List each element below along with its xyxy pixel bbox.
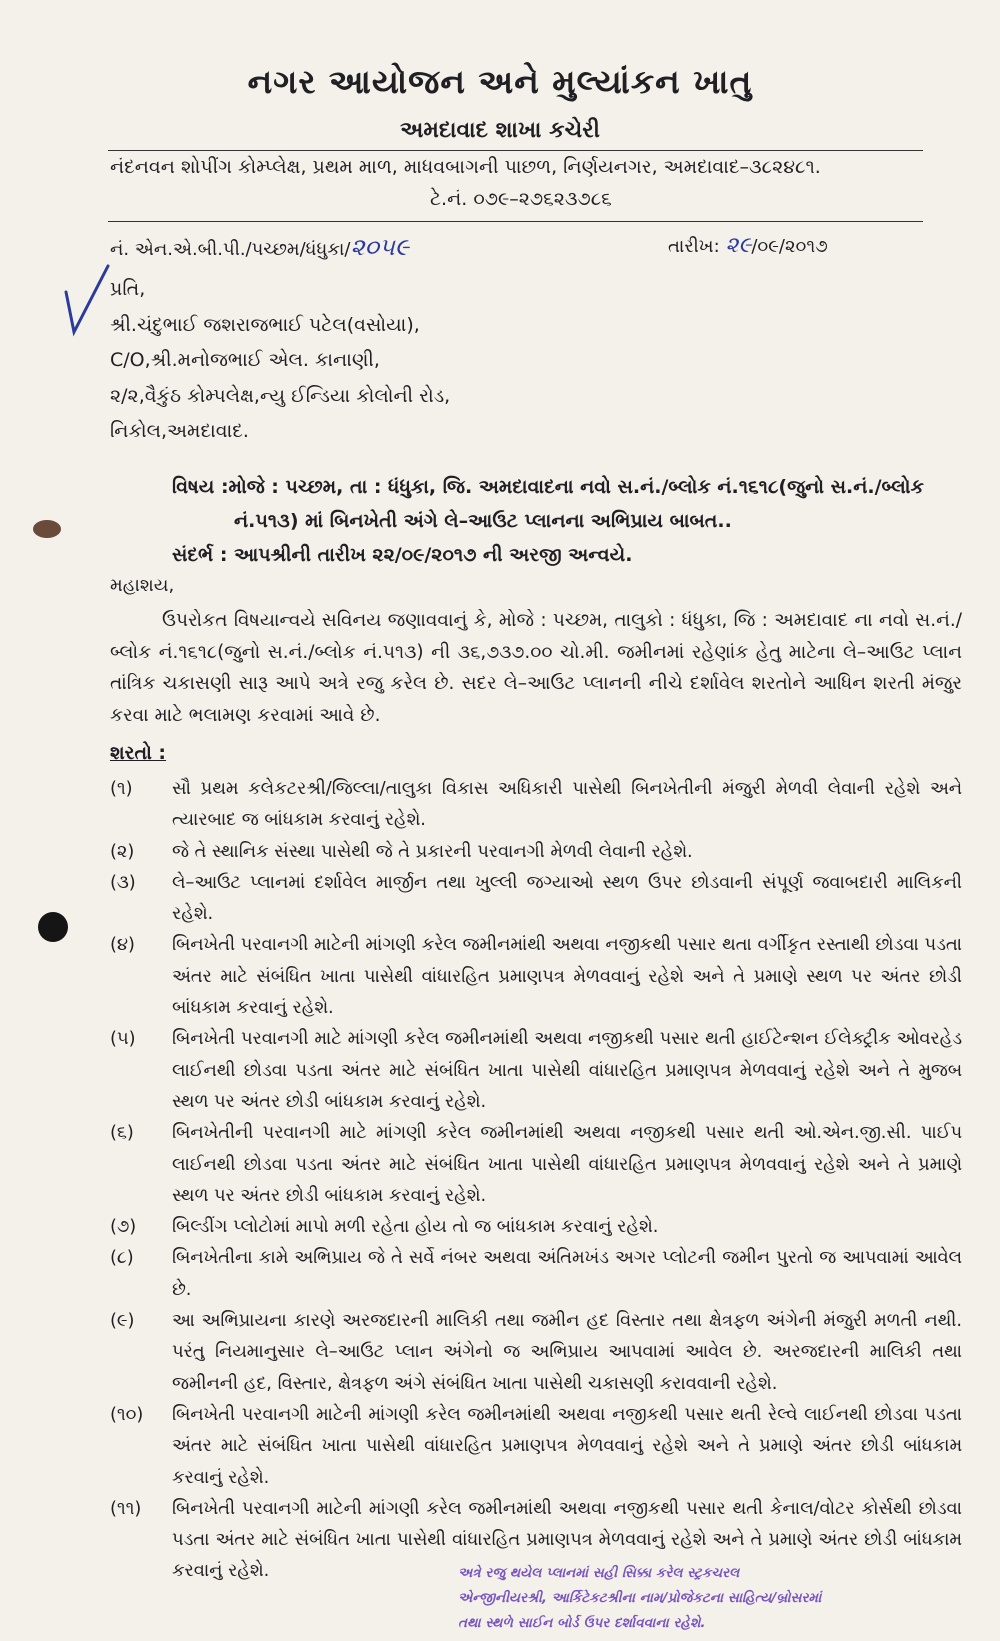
condition-number: (૭) — [110, 1216, 137, 1238]
condition-number: (૫) — [110, 1028, 136, 1050]
condition-item — [110, 1399, 962, 1493]
stamp-note — [458, 1561, 898, 1636]
reference-text: આપશ્રીની તારીખ ૨૨/૦૯/૨૦૧૭ ની અરજી અન્વયે. — [234, 544, 633, 566]
reference-number-handwritten: ૨૦૫૯ — [350, 233, 409, 261]
body-paragraph — [110, 605, 962, 731]
recipient-line: ૨/૨,વૈકુંઠ કોમ્પલેક્ષ,ન્યુ ઈન્ડિયા કોલોની રોડ, — [110, 384, 451, 407]
reference-label: સંદર્ભ : — [172, 544, 228, 566]
condition-text: લે–આઉટ પ્લાનમાં દર્શાવેલ માર્જીન તથા ખુલ્લી જગ્યાઓ સ્થળ ઉપર છોડવાની સંપૂર્ણ જવાબદારી માલિકની રહેશે. — [172, 871, 962, 925]
recipient-line: શ્રી.ચંદુભાઈ જશરાજભાઈ પટેલ(વસોયા), — [110, 313, 420, 336]
subject-line-1: :મોજે : પચ્છમ, તા : ધંધુકા, જિ. અમદાવાદના નવો સ.નં./બ્લોક નં.૧૬૧૮(જુનો સ.નં./બ્લોક — [220, 476, 924, 498]
date-day-handwritten: ૨૯ — [725, 233, 752, 258]
date-label: તારીખ: — [668, 236, 720, 257]
condition-text: બિનખેતીની પરવાનગી માટે માંગણી કરેલ જમીનમાંથી અથવા નજીકથી પસાર થતી ઓ.એન.જી.સી. પાઈપ લાઈનથી છોડવા પડતા અંતર માટે સંબંધિત ખાતા પાસેથી વાંધારહિત પ્રમાણપત્ર મેળવવાનું રહેશે અને તે પ્રમાણે સ્થળ પર અંતર છોડી બાંધકામ કરવાનું રહેશે. — [172, 1122, 962, 1206]
subject-block — [172, 470, 962, 572]
body-paragraph-text: ઉપરોકત વિષયાન્વયે સવિનય જણાવવાનું કે, મોજે : પચ્છમ, તાલુકો : ધંધુકા, જિ : અમદાવાદ ના નવો સ.નં./બ્લોક નં.૧૬૧૮(જુનો સ.નં./બ્લોક નં.૫૧૩) ની ૩૬,૭૩૭.૦૦ ચો.મી. જમીનમાં રહેણાંક હેતુ માટેના લે–આઉટ પ્લાન તાંત્રિક ચકાસણી સારૂ આપે અત્રે રજુ કરેલ છે. સદર લે–આઉટ પ્લાનની નીચે દર્શાવેલ શરતોને આધિન શરતી મંજુર કરવા માટે ભલામણ કરવામાં આવે છે. — [110, 610, 962, 726]
condition-number: (૬) — [110, 1122, 134, 1144]
condition-item — [110, 1211, 962, 1242]
condition-text: બિનખેતી પરવાનગી માટે માંગણી કરેલ જમીનમાંથી અથવા નજીકથી પસાર થતી હાઈટેન્શન ઈલેક્ટ્રીક ઓવરહેડ લાઈનથી છોડવા પડતા અંતર માટે સંબંધિત ખાતા પાસેથી વાંધારહિત પ્રમાણપત્ર મેળવવાનું રહેશે અને તે મુજબ સ્થળ પર અંતર છોડી બાંધકામ કરવાનું રહેશે. — [172, 1028, 962, 1112]
stamp-note-line: એન્જીનીયરશ્રી, આર્કિટેકટશ્રીના નામ/પ્રોજેકટના સાહિત્ય/બ્રોસરમાં — [458, 1590, 822, 1606]
condition-text: બિનખેતી પરવાનગી માટેની માંગણી કરેલ જમીનમાંથી અથવા નજીકથી પસાર થતા વર્ગીકૃત રસ્તાથી છોડવા પડતા અંતર માટે સંબંધિત ખાતા પાસેથી વાંધારહિત પ્રમાણપત્ર મેળવવાનું રહેશે અને તે પ્રમાણે સ્થળ પર અંતર છોડી બાંધકામ કરવાનું રહેશે. — [172, 934, 962, 1019]
condition-item — [110, 1117, 962, 1211]
office-phone: ટે.નં. ૦૭૯–૨૭૬૨૩૭૮૬ — [430, 188, 612, 210]
header-divider-top — [108, 150, 923, 151]
condition-number: (૧૧) — [110, 1497, 142, 1519]
condition-item — [110, 867, 962, 930]
condition-text: બિનખેતી પરવાનગી માટેની માંગણી કરેલ જમીનમાંથી અથવા નજીકથી પસાર થતી રેલ્વે લાઈનથી છોડવા પડતા અંતર માટે સંબંધિત ખાતા પાસેથી વાંધારહિત પ્રમાણપત્ર મેળવવાનું રહેશે અને તે પ્રમાણે અંતર છોડી બાંધકામ કરવાનું રહેશે. — [172, 1403, 962, 1488]
recipient-address — [110, 272, 450, 450]
letter-date — [668, 233, 828, 258]
condition-text: આ અભિપ્રાયના કારણે અરજદારની માલિકી તથા જમીન હદ વિસ્તાર તથા ક્ષેત્રફળ અંગેની મંજુરી મળતી નથી. પરંતુ નિયમાનુસાર લે–આઉટ પ્લાન અંગેનો જ અભિપ્રાય આપવામાં આવેલ છે. અરજદારની માલિકી તથા જમીનની હદ, વિસ્તાર, ક્ષેત્રફળ અંગે સંબંધિત ખાતા પાસેથી ચકાસણી કરાવવાની રહેશે. — [172, 1310, 962, 1394]
condition-item — [110, 1305, 962, 1399]
condition-text: જે તે સ્થાનિક સંસ્થા પાસેથી જે તે પ્રકારની પરવાનગી મેળવી લેવાની રહેશે. — [172, 840, 693, 862]
condition-item — [110, 929, 962, 1023]
recipient-line: પ્રતિ, — [110, 278, 146, 300]
office-address: નંદનવન શોપીંગ કોમ્પ્લેક્ષ, પ્રથમ માળ, માધવબાગની પાછળ, નિર્ણયનગર, અમદાવાદ–૩૮૨૪૮૧. — [110, 156, 821, 178]
condition-number: (૧૦) — [110, 1403, 144, 1425]
header-divider-bottom — [108, 221, 923, 222]
punch-hole-bottom — [38, 912, 68, 942]
branch-office-title: અમદાવાદ શાખા કચેરી — [400, 118, 600, 143]
conditions-heading: શરતો : — [110, 742, 167, 764]
condition-number: (૩) — [110, 871, 136, 893]
condition-item — [110, 1242, 962, 1305]
stamp-note-line: અત્રે રજુ થયેલ પ્લાનમાં સહી સિક્કા કરેલ સ્ટ્રકચરલ — [458, 1565, 740, 1581]
condition-number: (૨) — [110, 840, 135, 862]
condition-text: બિનખેતી પરવાનગી માટેની માંગણી કરેલ જમીનમાંથી અથવા નજીકથી પસાર થતી કેનાલ/વોટર કોર્સથી છોડવા પડતા અંતર માટે સંબંધિત ખાતા પાસેથી વાંધારહિત પ્રમાણપત્ર મેળવવાનું રહેશે અને તે પ્રમાણે અંતર છોડી બાંધકામ કરવાનું રહેશે. — [172, 1497, 962, 1582]
conditions-list — [110, 773, 962, 1587]
condition-number: (૪) — [110, 934, 135, 956]
recipient-line: C/O,શ્રી.મનોજભાઈ એલ. કાનાણી, — [110, 349, 380, 371]
subject-line-2: નં.૫૧૩) માં બિનખેતી અંગે લે–આઉટ પ્લાનના અભિપ્રાય બાબત.. — [234, 510, 732, 532]
tick-mark-icon — [56, 262, 116, 342]
salutation: મહાશય, — [110, 575, 175, 596]
date-month-year: /૦૯/૨૦૧૭ — [751, 236, 828, 257]
stamp-note-line: તથા સ્થળે સાઈન બોર્ડ ઉપર દર્શાવવાના રહેશે. — [458, 1615, 706, 1631]
reference-number — [110, 233, 409, 261]
condition-item — [110, 773, 962, 836]
department-title: નગર આયોજન અને મુલ્યાંકન ખાતુ — [247, 62, 753, 101]
reference-number-prefix: નં. એન.એ.બી.પી./પચ્છમ/ધંધુકા/ — [110, 239, 351, 260]
punch-hole-top — [33, 520, 61, 538]
subject-label: વિષય — [172, 476, 215, 498]
recipient-line: નિકોલ,અમદાવાદ. — [110, 420, 249, 442]
condition-number: (૧) — [110, 778, 133, 799]
condition-number: (૮) — [110, 1247, 134, 1269]
condition-text: બિલ્ડીંગ પ્લોટોમાં માપો મળી રહેતા હોય તો જ બાંધકામ કરવાનું રહેશે. — [172, 1216, 659, 1238]
condition-number: (૯) — [110, 1310, 135, 1332]
condition-text: સૌ પ્રથમ કલેકટરશ્રી/જિલ્લા/તાલુકા વિકાસ અધિકારી પાસેથી બિનખેતીની મંજુરી મેળવી લેવાની રહેશે અને ત્યારબાદ જ બાંધકામ કરવાનું રહેશે. — [172, 778, 962, 831]
condition-text: બિનખેતીના કામે અભિપ્રાય જે તે સર્વે નંબર અથવા અંતિમખંડ અગર પ્લોટની જમીન પુરતો જ આપવામાં આવેલ છે. — [172, 1247, 962, 1300]
condition-item — [110, 1023, 962, 1117]
condition-item — [110, 836, 962, 867]
